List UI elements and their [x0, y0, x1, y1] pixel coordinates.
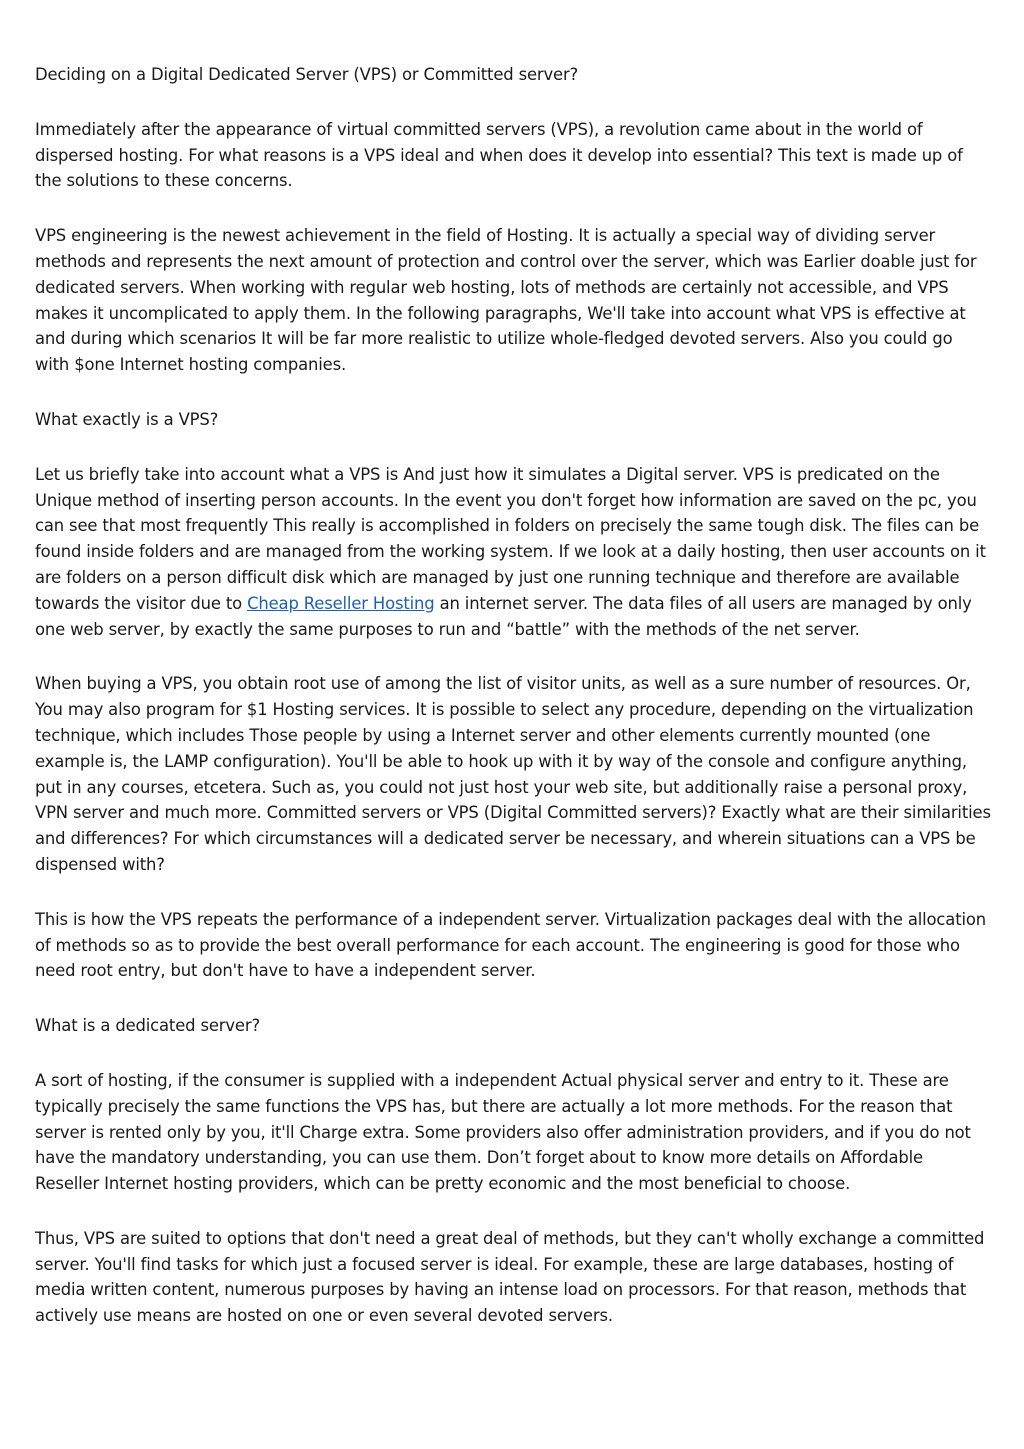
paragraph-vps-performance: This is how the VPS repeats the performance of a independent server. Virtualization packages deal with the allocation of methods so as to provide the best overall performance for each account. The engineering is good for those who need root entry, but don't have to have a independent server.	[35, 909, 986, 981]
paragraph-vps-engineering: VPS engineering is the newest achievement in the field of Hosting. It is actually a special way of dividing server methods and represents the next amount of protection and control over the server, which was Earlier doable just for dedicated servers. When working with regular web hosting, lots of methods are certainly not accessible, and VPS makes it uncomplicated to apply them. In the following paragraphs, We'll take into account what VPS is effective at and during which scenarios It will be far more realistic to utilize whole-fledged devoted servers. Also you could go with $one Internet hosting companies.	[35, 226, 977, 375]
heading-what-is-vps: What exactly is a VPS?	[35, 409, 219, 429]
paragraph-intro: Immediately after the appearance of virtual committed servers (VPS), a revolution came about in the world of dispersed hosting. For what reasons is a VPS ideal and when does it develop into essential? This text is made up of the solutions to these concerns.	[35, 119, 963, 191]
paragraph-buying-vps: When buying a VPS, you obtain root use of among the list of visitor units, as well as a sure number of resources. Or, You may also program for $1 Hosting services. It is possible to select any procedure, depending on the virtualization technique, which includes Those people by using a Internet server and other elements currently mounted (one example is, the LAMP configuration). You'll be able to hook up with it by way of the console and configure anything, put in any courses, etcetera. Such as, you could not just host your web site, but additionally raise a personal proxy, VPN server and much more. Committed servers or VPS (Digital Committed servers)? Exactly what are their similarities and differences? For which circumstances will a dedicated server be necessary, and wherein situations can a VPS be dispensed with?	[35, 674, 991, 874]
heading-what-is-dedicated-server: What is a dedicated server?	[35, 1016, 260, 1036]
paragraph-vps-explained	[35, 462, 991, 643]
cheap-reseller-hosting-link[interactable]: Cheap Reseller Hosting	[247, 593, 435, 613]
paragraph-text-before-link: Let us briefly take into account what a VPS is And just how it simulates a Digital server. VPS is predicated on the Unique method of inserting person accounts. In the event you don't forget how information are saved on the pc, you can see that most frequently This really is accomplished in folders on precisely the same tough disk. The files can be found inside folders and are managed from the working system. If we look at a daily hosting, then user accounts on it are folders on a person difficult disk which are managed by just one running technique and therefore are available towards the visitor due to	[35, 464, 986, 613]
paragraph-text-after-link: an internet server. The data files of all users are managed by only one web server, by exactly the same purposes to run and “battle” with the methods of the net server.	[35, 593, 972, 639]
document-body	[35, 62, 991, 1358]
paragraph-dedicated-server: A sort of hosting, if the consumer is supplied with a independent Actual physical server and entry to it. These are typically precisely the same functions the VPS has, but there are actually a lot more methods. For the reason that server is rented only by you, it'll Charge extra. Some providers also offer administration providers, and if you do not have the mandatory understanding, you can use them. Don’t forget about to know more details on Affordable Reseller Internet hosting providers, which can be pretty economic and the most beneficial to choose.	[35, 1070, 971, 1194]
document-title: Deciding on a Digital Dedicated Server (VPS) or Committed server?	[35, 65, 579, 84]
paragraph-conclusion: Thus, VPS are suited to options that don't need a great deal of methods, but they can't wholly exchange a committed server. You'll find tasks for which just a focused server is ideal. For example, these are large databases, hosting of media written content, numerous purposes by having an intense load on processors. For that reason, methods that actively use means are hosted on one or even several devoted servers.	[35, 1228, 985, 1326]
